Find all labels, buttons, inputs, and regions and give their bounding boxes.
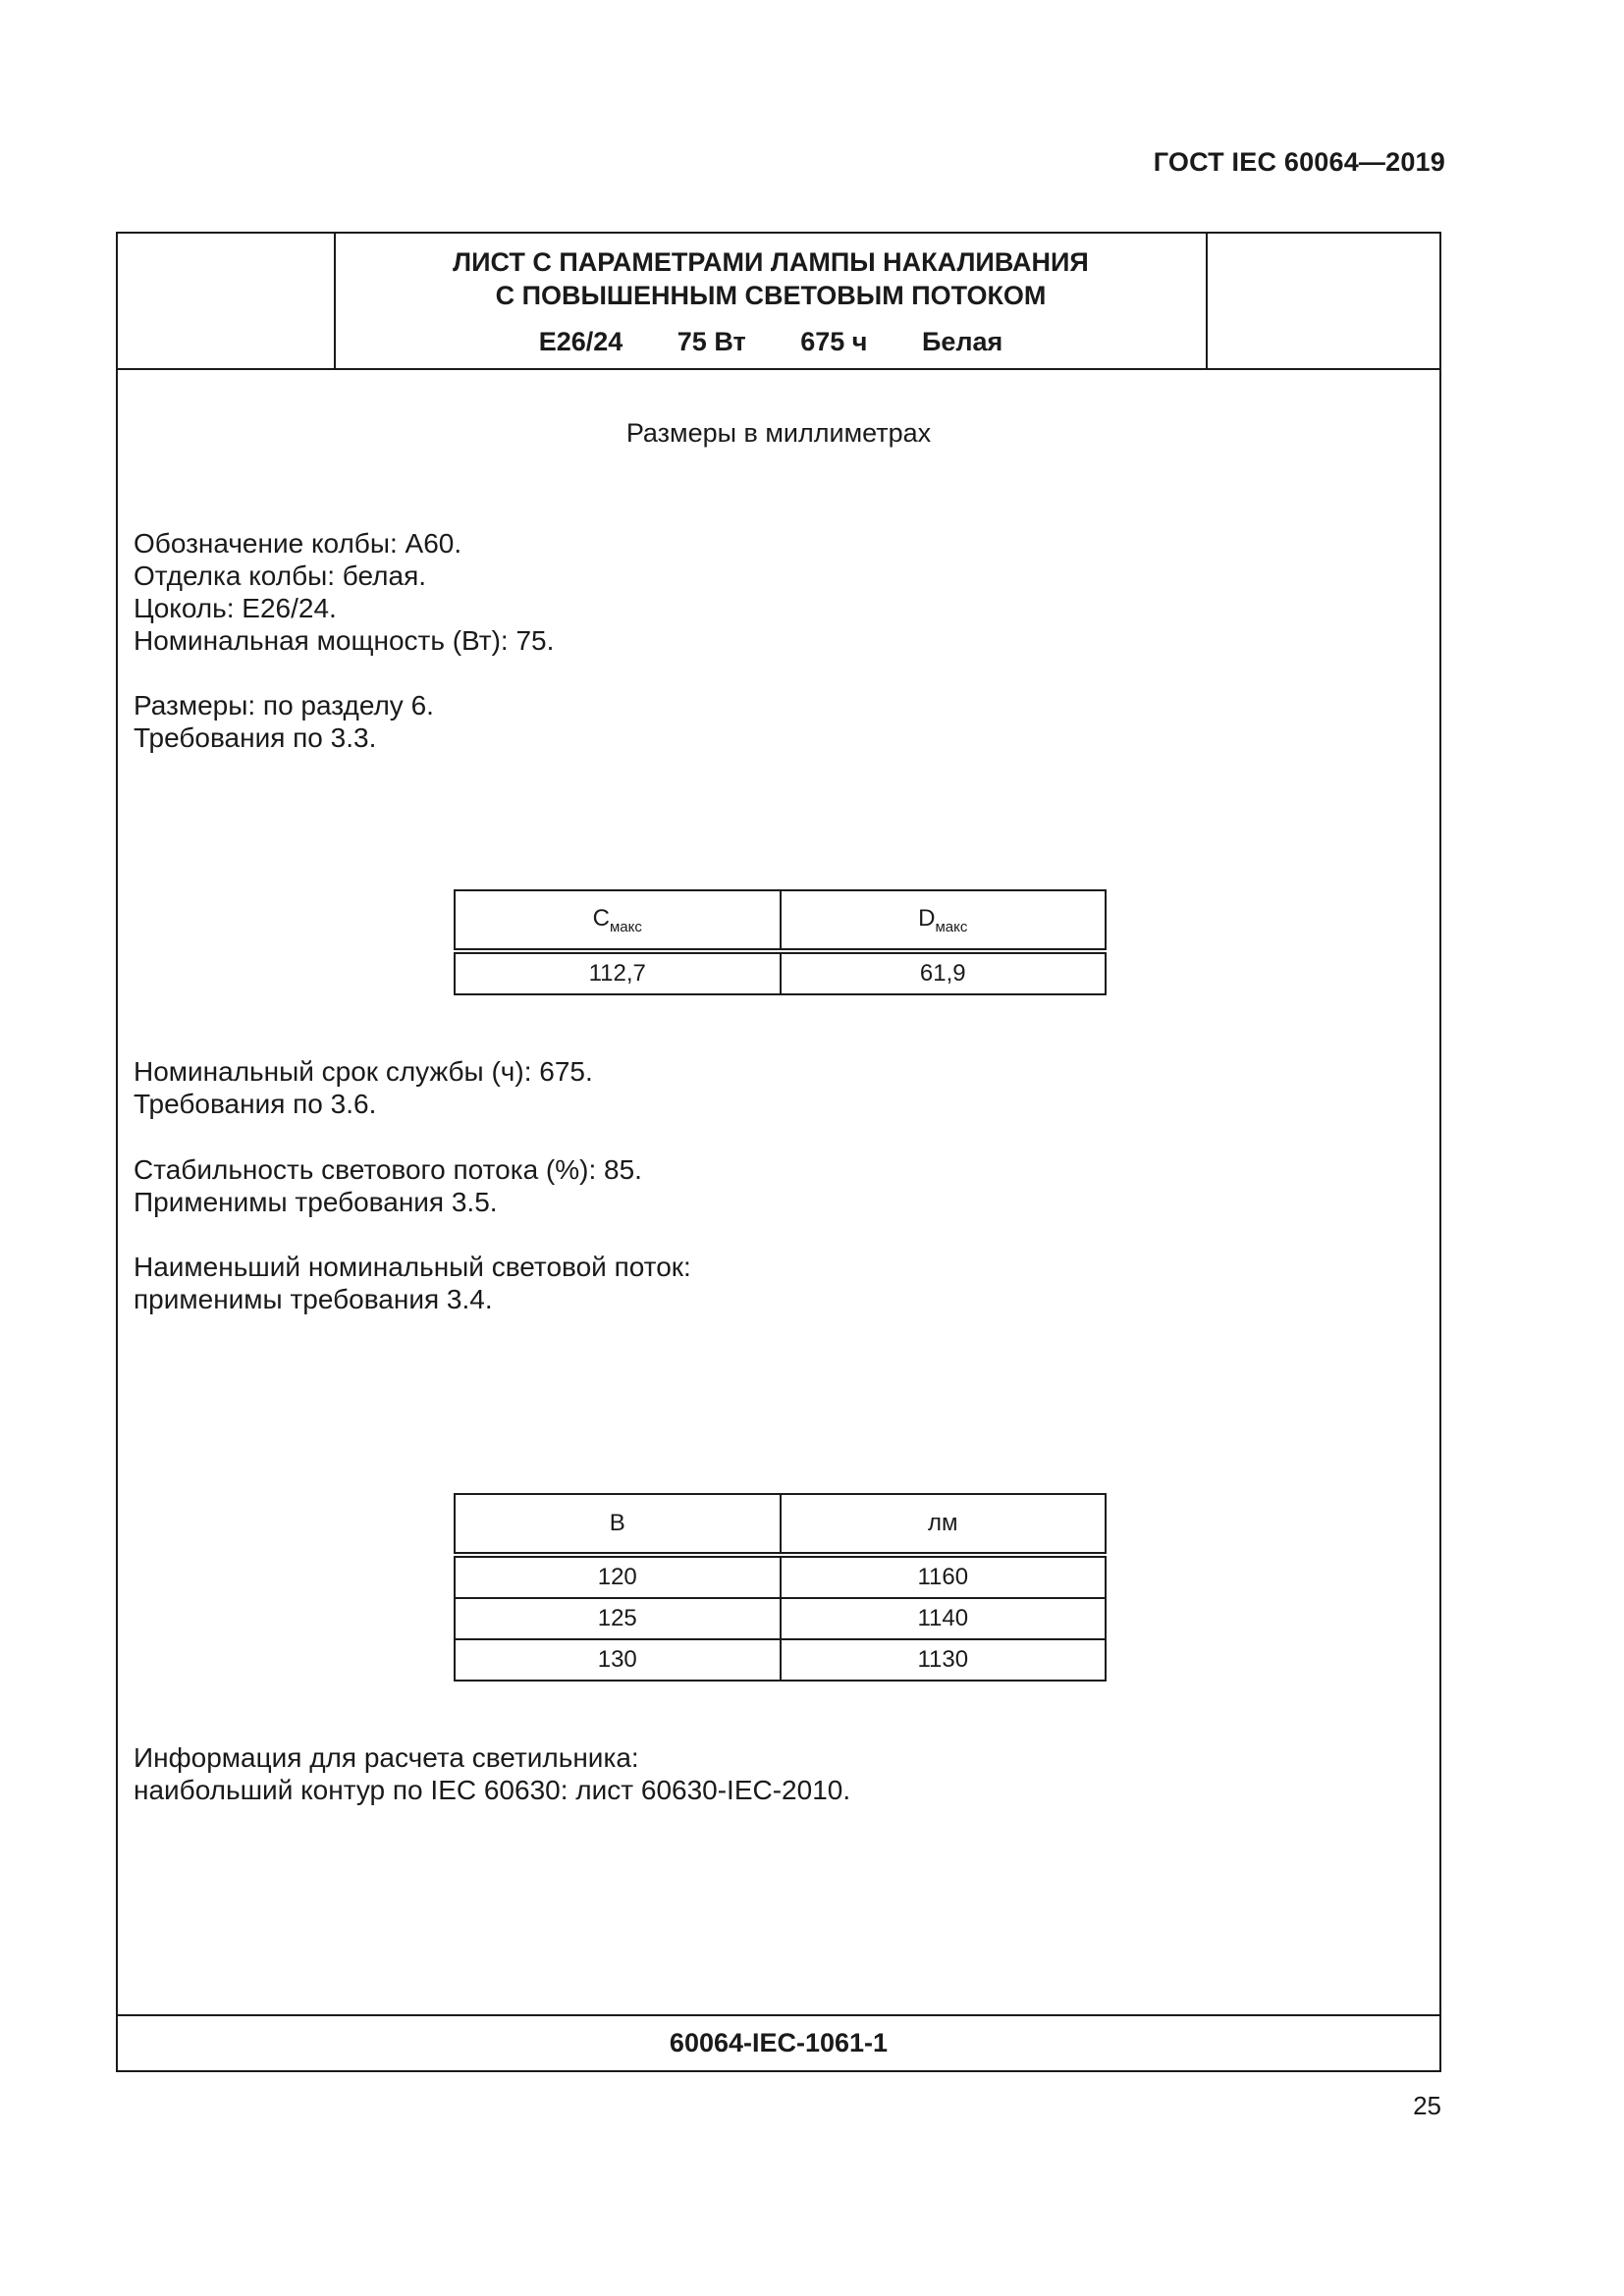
header-lumens: лм — [781, 1494, 1107, 1555]
requirements-3-5: Применимы требования 3.5. — [134, 1187, 498, 1217]
bulb-finish: Отделка колбы: белая. — [134, 561, 427, 591]
sheet-title-line2: С ПОВЫШЕННЫМ СВЕТОВЫМ ПОТОКОМ — [495, 281, 1047, 310]
header-d-max: $D_{макс}$ — [781, 890, 1107, 951]
requirements-3-3: Требования по 3.3. — [134, 722, 377, 753]
flux-table-header — [455, 1494, 1106, 1555]
param-finish: Белая — [921, 327, 1003, 356]
lamp-params — [336, 327, 1206, 357]
dimensions-note: Размеры в миллиметрах — [625, 418, 932, 448]
lumens-cell: 1140 — [781, 1598, 1107, 1639]
max-outline-ref: наибольший контур по IEC 60630: лист 60630-IEC-2010. — [134, 1775, 851, 1805]
requirements-3-4: применимы требования 3.4. — [134, 1284, 493, 1314]
lumens-cell: 1160 — [781, 1555, 1107, 1598]
sheet-header — [118, 234, 1439, 370]
requirements-3-6: Требования по 3.6. — [134, 1089, 377, 1119]
table-row — [455, 1639, 1106, 1681]
table-row — [455, 951, 1106, 994]
dimensions-table — [454, 889, 1107, 995]
lumens-cell: 1130 — [781, 1639, 1107, 1681]
volts-cell: 125 — [455, 1598, 781, 1639]
dimensions-table-header — [455, 890, 1106, 951]
min-luminous-flux: Наименьший номинальный световой поток: — [134, 1252, 691, 1282]
flux-table — [454, 1493, 1107, 1682]
cap-type: Цоколь: E26/24. — [134, 593, 337, 623]
volts-cell: 130 — [455, 1639, 781, 1681]
param-cap: E26/24 — [538, 327, 623, 356]
header-c-max: $C_{макс}$ — [455, 890, 781, 951]
parameter-sheet-frame — [116, 232, 1441, 2072]
lumen-maintenance: Стабильность светового потока (%): 85. — [134, 1154, 642, 1185]
c-max-value: 112,7 — [455, 951, 781, 994]
param-life: 675 ч — [800, 327, 868, 356]
table-row — [455, 1598, 1106, 1639]
sheet-id: 60064-IEC-1061-1 — [118, 2014, 1439, 2070]
luminaire-info: Информация для расчета светильника: — [134, 1742, 639, 1773]
bulb-designation: Обозначение колбы: А60. — [134, 528, 462, 559]
sheet-title-line1: ЛИСТ С ПАРАМЕТРАМИ ЛАМПЫ НАКАЛИВАНИЯ — [453, 247, 1089, 277]
standard-code: ГОСТ IEC 60064—2019 — [1153, 147, 1445, 177]
header-volts: В — [455, 1494, 781, 1555]
volts-cell: 120 — [455, 1555, 781, 1598]
page-number: 25 — [1413, 2091, 1441, 2120]
sheet-title — [336, 245, 1206, 312]
d-max-value: 61,9 — [781, 951, 1107, 994]
dimensions-ref: Размеры: по разделу 6. — [134, 690, 434, 721]
param-wattage: 75 Вт — [677, 327, 746, 356]
header-left-cell — [118, 234, 336, 368]
rated-life: Номинальный срок службы (ч): 675. — [134, 1056, 593, 1087]
table-row — [455, 1555, 1106, 1598]
header-right-cell — [1206, 234, 1439, 368]
rated-wattage: Номинальная мощность (Вт): 75. — [134, 625, 555, 656]
